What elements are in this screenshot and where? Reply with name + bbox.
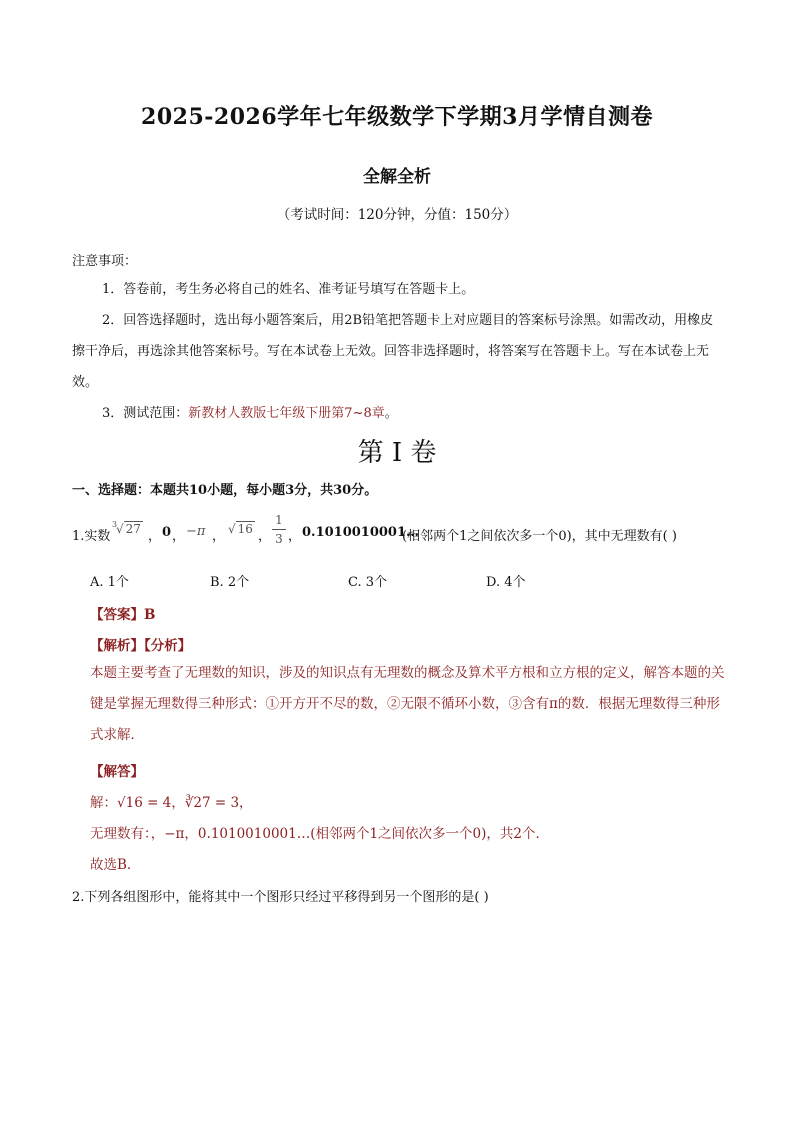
option-b: B. 2个 [210, 575, 250, 590]
question-1-stem: 1.实数 3 √ 27 ， 0 ， −π ， √ 16 ， 1 3 ， 0.1010010001… (相邻两个1之间依次多一个0)，其中无理数有( ) [72, 513, 677, 546]
q1-suffix: (相邻两个1之间依次多一个0)，其中无理数有( ) [402, 529, 677, 544]
analysis-label: 【解析】【分析】 [90, 638, 192, 654]
section-heading: 一、选择题：本题共10小题，每小题3分，共30分。 [72, 483, 378, 498]
repeating-decimal: 0.1010010001… [302, 525, 420, 540]
solution-line-1: 解：√16 = 4，∛27 = 3， [90, 795, 253, 811]
fraction-one-third: 1 3 [272, 513, 286, 546]
analysis-text: 本题主要考查了无理数的知识，涉及的知识点有无理数的概念及算术平方根和立方根的定义，解答本题的关键是掌握无理数得三种形式：①开方开不尽的数，②无限不循环小数，③含有π的数．根据无理数得三种形式求解． [90, 665, 725, 743]
exam-info: （考试时间：120分钟，分值：150分） [276, 207, 518, 223]
note-item-3: 3．测试范围：新教材人教版七年级下册第7~8章。 [102, 406, 398, 421]
volume-title: 第 I 卷 [357, 438, 437, 468]
sqrt-16: √ 16 [228, 522, 253, 536]
neg-pi: −π [186, 524, 206, 539]
note-item-1: 1．答卷前，考生务必将自己的姓名、准考证号填写在答题卡上。 [102, 282, 475, 297]
solution-line-3: 故选B． [90, 857, 141, 873]
solution-line-2: 无理数有：，−π，0.1010010001…(相邻两个1之间依次多一个0)，共2个． [90, 826, 550, 842]
answer-label: 【答案】B [90, 607, 156, 623]
option-a: A. 1个 [90, 575, 129, 590]
test-range: 新教材人教版七年级下册第7~8章 [188, 406, 385, 421]
notes-heading: 注意事项： [72, 254, 138, 269]
q1-prefix: 1.实数 [72, 529, 111, 544]
zero-value: 0 [162, 525, 172, 540]
exam-title: 2025-2026学年七年级数学下学期3月学情自测卷 [141, 104, 653, 130]
solution-label: 【解答】 [90, 764, 144, 780]
note-item-2: 2．回答选择题时，选出每小题答案后，用2B铅笔把答题卡上对应题目的答案标号涂黑。如需改动，用橡皮擦干净后，再选涂其他答案标号。写在本试卷上无效。回答非选择题时，将答案写在答题卡上。写在本试卷上无效。 [72, 313, 714, 390]
option-d: D. 4个 [486, 575, 526, 590]
cube-root-27: 3 √ 27 [112, 520, 141, 536]
question-2-stem: 2.下列各组图形中，能将其中一个图形只经过平移得到另一个图形的是( ) [72, 890, 489, 905]
exam-subtitle: 全解全析 [363, 167, 431, 187]
option-c: C. 3个 [348, 575, 388, 590]
question-1-options [90, 571, 690, 591]
